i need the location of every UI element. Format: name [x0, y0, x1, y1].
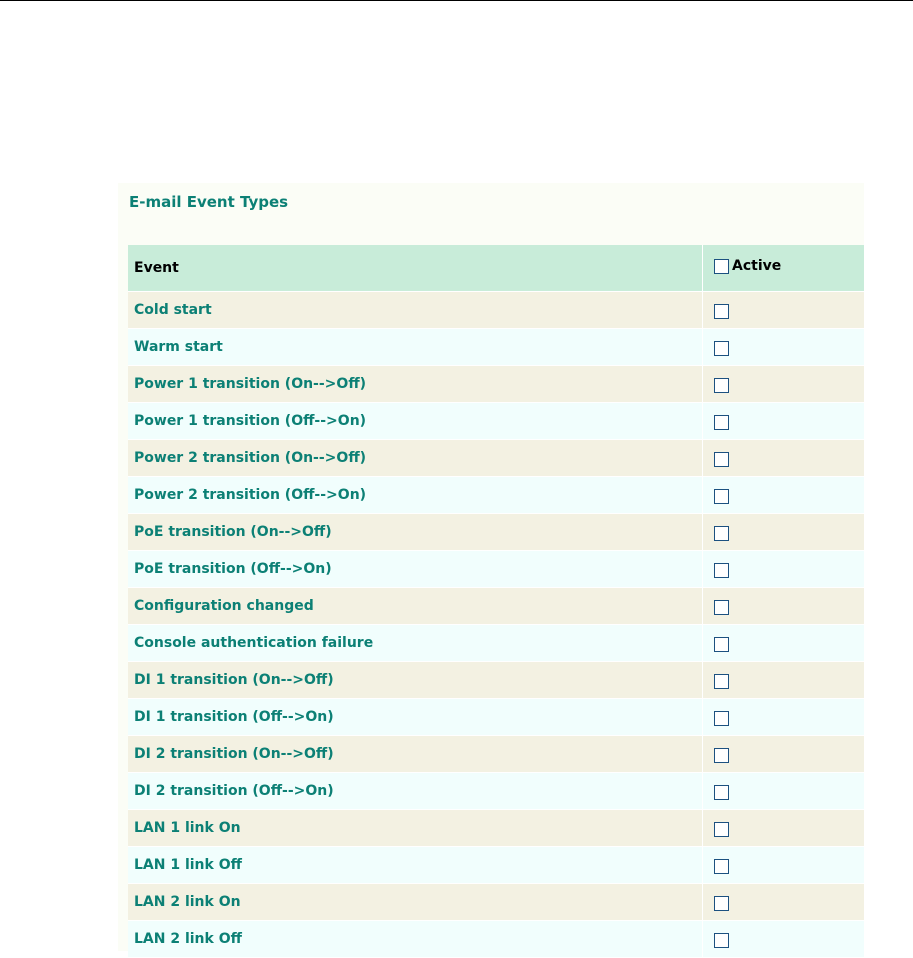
event-label: DI 2 transition (On-->Off)	[128, 736, 703, 773]
table-row	[128, 921, 864, 958]
active-cell	[703, 773, 865, 810]
table-header-row	[128, 245, 864, 292]
active-cell	[703, 329, 865, 366]
table-row	[128, 440, 864, 477]
active-checkbox[interactable]	[714, 526, 729, 541]
active-cell	[703, 551, 865, 588]
active-checkbox[interactable]	[714, 859, 729, 874]
active-checkbox[interactable]	[714, 489, 729, 504]
active-cell	[703, 477, 865, 514]
table-row	[128, 292, 864, 329]
event-rows	[128, 292, 864, 958]
event-label: LAN 2 link On	[128, 884, 703, 921]
event-label: Configuration changed	[128, 588, 703, 625]
event-label: Warm start	[128, 329, 703, 366]
table-row	[128, 329, 864, 366]
active-checkbox[interactable]	[714, 600, 729, 615]
event-label: PoE transition (Off-->On)	[128, 551, 703, 588]
active-cell	[703, 514, 865, 551]
event-column-header: Event	[128, 245, 703, 292]
active-cell	[703, 625, 865, 662]
table-row	[128, 773, 864, 810]
active-header-group	[714, 258, 781, 274]
table-row	[128, 847, 864, 884]
event-label: DI 1 transition (On-->Off)	[128, 662, 703, 699]
active-checkbox[interactable]	[714, 341, 729, 356]
table-row	[128, 366, 864, 403]
table-row	[128, 588, 864, 625]
active-checkbox[interactable]	[714, 304, 729, 319]
event-label: Power 2 transition (Off-->On)	[128, 477, 703, 514]
email-events-table	[128, 245, 864, 958]
active-header-label: Active	[732, 258, 782, 275]
top-divider	[0, 0, 913, 1]
table-row	[128, 699, 864, 736]
event-label: PoE transition (On-->Off)	[128, 514, 703, 551]
email-event-types-panel	[118, 183, 864, 951]
event-label: LAN 1 link Off	[128, 847, 703, 884]
table-row	[128, 662, 864, 699]
active-cell	[703, 440, 865, 477]
event-label: DI 2 transition (Off-->On)	[128, 773, 703, 810]
active-cell	[703, 810, 865, 847]
table-row	[128, 884, 864, 921]
event-label: Console authentication failure	[128, 625, 703, 662]
event-label: Power 1 transition (On-->Off)	[128, 366, 703, 403]
active-cell	[703, 292, 865, 329]
active-cell	[703, 699, 865, 736]
event-label: DI 1 transition (Off-->On)	[128, 699, 703, 736]
active-checkbox[interactable]	[714, 637, 729, 652]
table-row	[128, 514, 864, 551]
active-checkbox[interactable]	[714, 452, 729, 467]
active-checkbox[interactable]	[714, 933, 729, 948]
active-cell	[703, 884, 865, 921]
active-cell	[703, 662, 865, 699]
event-label: Cold start	[128, 292, 703, 329]
section-title: E-mail Event Types	[129, 193, 289, 211]
active-cell	[703, 588, 865, 625]
active-checkbox[interactable]	[714, 822, 729, 837]
table-row	[128, 625, 864, 662]
active-checkbox[interactable]	[714, 378, 729, 393]
event-label: Power 1 transition (Off-->On)	[128, 403, 703, 440]
table-row	[128, 551, 864, 588]
active-checkbox[interactable]	[714, 711, 729, 726]
active-checkbox[interactable]	[714, 896, 729, 911]
event-label: Power 2 transition (On-->Off)	[128, 440, 703, 477]
table-row	[128, 403, 864, 440]
active-checkbox[interactable]	[714, 674, 729, 689]
table-row	[128, 477, 864, 514]
select-all-checkbox[interactable]	[714, 259, 729, 274]
active-cell	[703, 736, 865, 773]
active-checkbox[interactable]	[714, 415, 729, 430]
table-row	[128, 810, 864, 847]
table-row	[128, 736, 864, 773]
event-label: LAN 2 link Off	[128, 921, 703, 958]
active-cell	[703, 366, 865, 403]
active-cell	[703, 921, 865, 958]
active-cell	[703, 403, 865, 440]
event-label: LAN 1 link On	[128, 810, 703, 847]
active-checkbox[interactable]	[714, 785, 729, 800]
active-cell	[703, 847, 865, 884]
active-checkbox[interactable]	[714, 563, 729, 578]
active-column-header	[703, 245, 865, 292]
active-checkbox[interactable]	[714, 748, 729, 763]
